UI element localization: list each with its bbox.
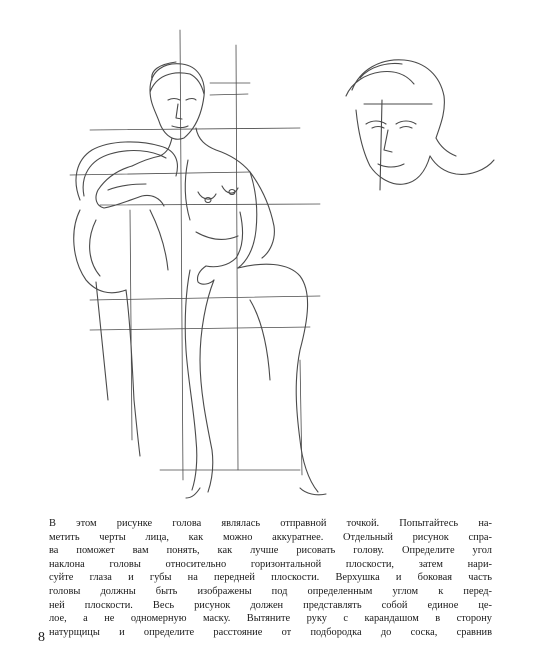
page-number: 8 [38,630,45,645]
paragraph-line: натурщицы и определите расстояние от подбородка до соска, сравнив [49,626,492,638]
head-study-sketch [346,60,494,190]
paragraph-line: ва поможет вам понять, как лучше рисовать голову. Определите угол [49,545,492,557]
body-paragraph [49,517,492,639]
paragraph-line: метить черты лица, как можно аккуратнее. Отдельный рисунок спра- [49,531,492,543]
paragraph-line: В этом рисунке голова являлась отправной точкой. Попытайтесь на- [49,518,492,529]
paragraph-line: лое, а не одномерную маску. Вытяните руку с карандашом в сторону [49,613,492,625]
paragraph-line: суйте глаза и губы на передней плоскости. Верхушка и боковая часть [49,572,492,584]
paragraph-line: ней плоскости. Весь рисунок должен представлять собой единое це- [49,599,492,611]
construction-lines [70,30,320,480]
paragraph-line: наклона головы относительно горизонтальной плоскости, затем нари- [49,558,492,570]
paragraph-line: головы должны быть изображены под определенным углом к перед- [49,585,492,597]
